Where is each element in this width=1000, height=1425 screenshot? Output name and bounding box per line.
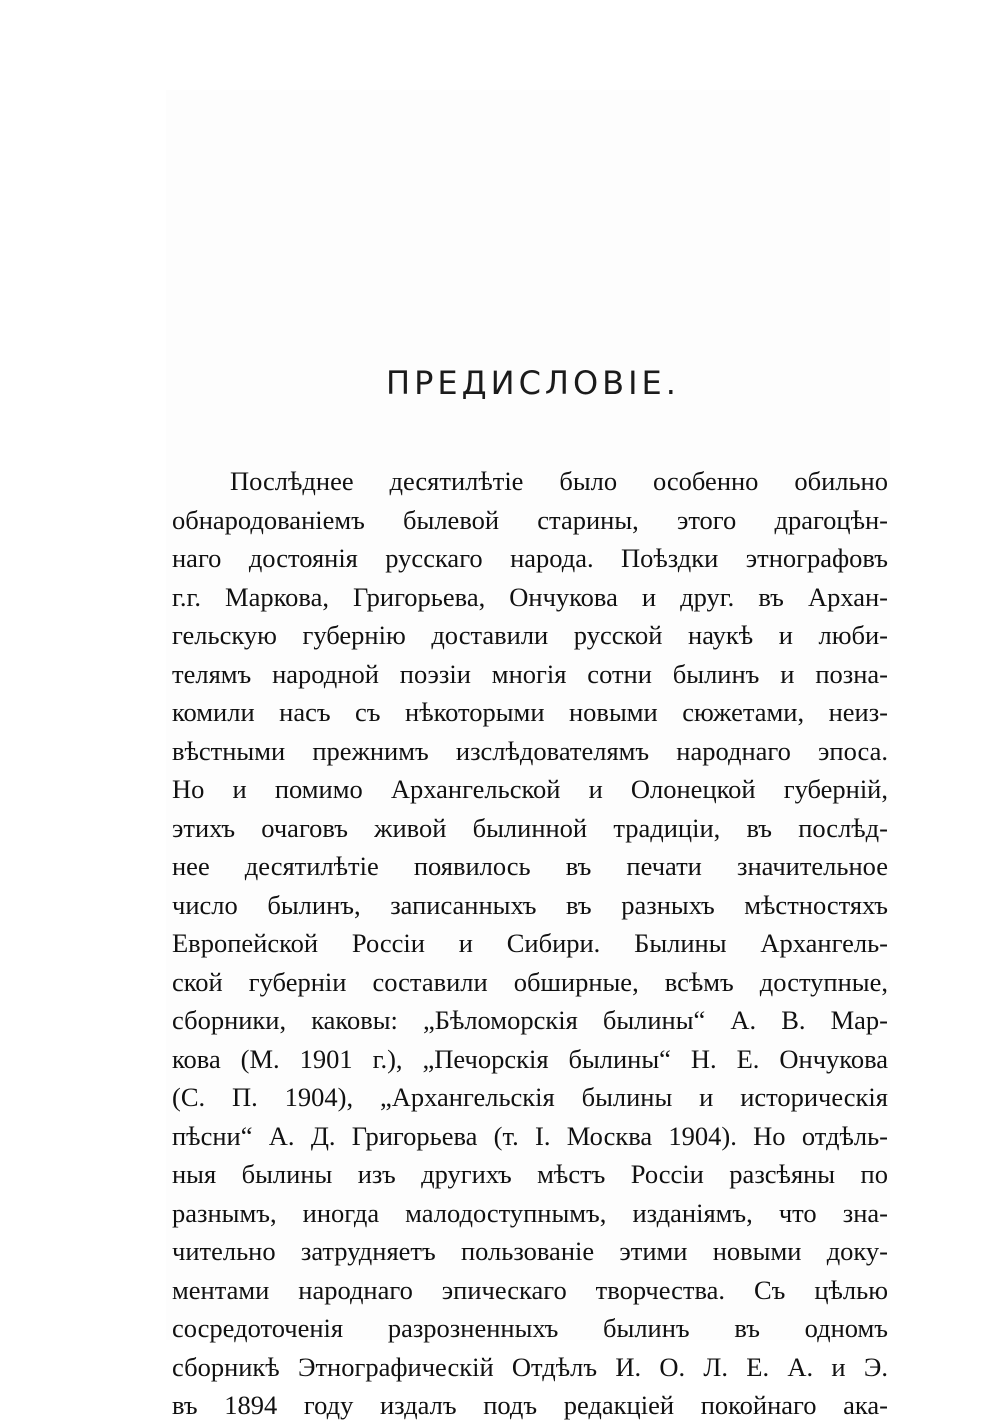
text-line: телямъ народной поэзіи многія сотни былинъ и позна-: [172, 658, 888, 689]
text-line: ментами народнаго эпическаго творчества. Съ цѣлью: [172, 1274, 888, 1305]
text-line: гельскую губернію доставили русской наукѣ и люби-: [172, 620, 888, 650]
text-line: г.г. Маркова, Григорьева, Ончукова и друг. въ Архан-: [172, 581, 888, 612]
text-line: вѣстными прежнимъ изслѣдователямъ народнаго эпоса.: [172, 735, 888, 766]
text-line: сосредоточенія разрозненныхъ былинъ въ одномъ: [172, 1313, 888, 1343]
text-line: этихъ очаговъ живой былинной традиціи, въ послѣд-: [172, 812, 888, 843]
page-title: ПРЕДИСЛОВІЕ.: [386, 364, 680, 402]
text-line: разнымъ, иногда малодоступнымъ, изданіямъ, что зна-: [172, 1197, 888, 1228]
text-line: сборники, каковы: „Бѣломорскія былины“ А. В. Мар-: [172, 1005, 888, 1035]
text-line: ныя былины изъ другихъ мѣстъ Россіи разсѣяны по: [172, 1159, 888, 1189]
body-text: [172, 462, 888, 1425]
text-line: комили насъ съ нѣкоторыми новыми сюжетами, неиз-: [172, 697, 888, 727]
text-line: пѣсни“ А. Д. Григорьева (т. I. Москва 1904). Но отдѣль-: [172, 1120, 888, 1151]
text-line: Европейской Россіи и Сибири. Былины Архангель-: [172, 928, 888, 958]
text-line: въ 1894 году издалъ подъ редакціей покойнаго ака-: [172, 1390, 888, 1420]
text-line: нее десятилѣтіе появилось въ печати значительное: [172, 851, 888, 881]
text-line: число былинъ, записанныхъ въ разныхъ мѣстностяхъ: [172, 889, 888, 920]
text-line: кова (М. 1901 г.), „Печорскія былины“ Н. Е. Ончукова: [172, 1043, 888, 1074]
text-line: Но и помимо Архангельской и Олонецкой губерній,: [172, 774, 888, 804]
text-line: ской губерніи составили обширные, всѣмъ доступные,: [172, 966, 888, 997]
text-line: чительно затрудняетъ пользованіе этими новыми доку-: [172, 1236, 888, 1266]
text-line: наго достоянія русскаго народа. Поѣздки этнографовъ: [172, 543, 888, 573]
text-line: Послѣднее десятилѣтіе было особенно обильно: [230, 466, 888, 496]
text-line: сборникѣ Этнографическій Отдѣлъ И. О. Л. Е. А. и Э.: [172, 1351, 888, 1382]
text-line: (С. П. 1904), „Архангельскія былины и историческія: [172, 1082, 888, 1112]
text-line: обнародованіемъ былевой старины, этого драгоцѣн-: [172, 504, 888, 535]
